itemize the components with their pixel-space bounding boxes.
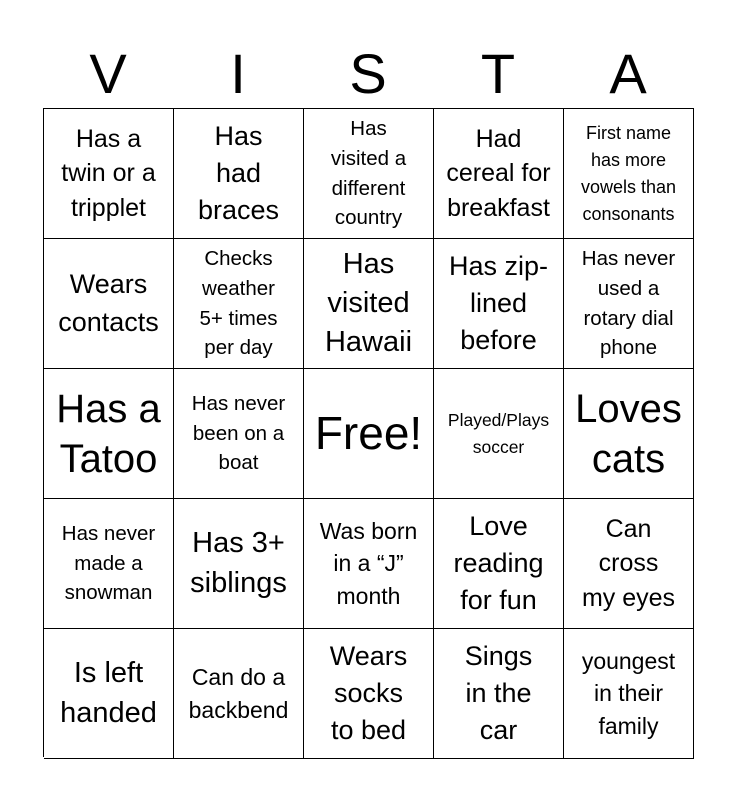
cell-text: Played/Plays soccer	[447, 410, 550, 457]
header-letter-a: A	[609, 42, 647, 105]
header-letter-v: V	[89, 42, 127, 105]
bingo-cell-r3-c4[interactable]	[434, 369, 564, 499]
bingo-cell-r2-c4[interactable]	[434, 239, 564, 369]
cell-text: Is left handed	[60, 657, 157, 729]
cell-text: Has never made a snowman	[61, 521, 156, 605]
cell-text: Sings in the car	[464, 640, 533, 746]
bingo-cell-r5-c3[interactable]	[304, 629, 434, 759]
bingo-cell-r2-c3[interactable]	[304, 239, 434, 369]
bingo-cell-r1-c3[interactable]	[304, 109, 434, 239]
bingo-cell-r5-c1[interactable]	[44, 629, 174, 759]
bingo-cell-r3-c1[interactable]	[44, 369, 174, 499]
bingo-cell-r5-c2[interactable]	[174, 629, 304, 759]
bingo-cell-r3-c3-free[interactable]	[304, 369, 434, 499]
cell-text: Has visited a different country	[330, 117, 407, 230]
cell-text: youngest in their family	[581, 647, 676, 739]
cell-text: Has 3+ siblings	[190, 527, 287, 599]
cell-text: Can do a backbend	[188, 663, 289, 723]
header-letter-s: S	[349, 42, 387, 105]
cell-text: Had cereal for breakfast	[446, 124, 551, 222]
cell-text: Love reading for fun	[453, 510, 544, 616]
cell-text: Has never used a rotary dial phone	[581, 247, 676, 360]
cell-text: Was born in a “J” month	[319, 517, 418, 609]
bingo-cell-r2-c1[interactable]	[44, 239, 174, 369]
bingo-cell-r1-c5[interactable]	[564, 109, 694, 239]
bingo-cell-r3-c5[interactable]	[564, 369, 694, 499]
cell-text: First name has more vowels than consonants	[580, 122, 677, 224]
bingo-cell-r3-c2[interactable]	[174, 369, 304, 499]
header-letter-i: I	[230, 42, 246, 105]
cell-text: Checks weather 5+ times per day	[199, 247, 278, 360]
bingo-grid	[43, 108, 694, 757]
bingo-cell-r4-c4[interactable]	[434, 499, 564, 629]
bingo-cell-r5-c5[interactable]	[564, 629, 694, 759]
header-letter-t: T	[480, 42, 516, 105]
bingo-header	[43, 40, 693, 108]
cell-text: Wears socks to bed	[329, 640, 408, 746]
bingo-cell-r2-c5[interactable]	[564, 239, 694, 369]
cell-text: Has a twin or a tripplet	[61, 124, 156, 222]
cell-text: Wears contacts	[58, 269, 159, 337]
bingo-cell-r4-c1[interactable]	[44, 499, 174, 629]
bingo-cell-r4-c2[interactable]	[174, 499, 304, 629]
bingo-cell-r2-c2[interactable]	[174, 239, 304, 369]
bingo-cell-r4-c5[interactable]	[564, 499, 694, 629]
cell-text: Can cross my eyes	[581, 514, 676, 612]
cell-text: Loves cats	[575, 386, 682, 481]
cell-text: Has zip- lined before	[448, 250, 549, 356]
bingo-cell-r4-c3[interactable]	[304, 499, 434, 629]
cell-text: Has visited Hawaii	[324, 247, 413, 359]
cell-text: Has had braces	[197, 120, 280, 226]
bingo-cell-r1-c2[interactable]	[174, 109, 304, 239]
cell-text: Has a Tatoo	[56, 386, 161, 481]
bingo-cell-r5-c4[interactable]	[434, 629, 564, 759]
bingo-cell-r1-c1[interactable]	[44, 109, 174, 239]
cell-text: Has never been on a boat	[191, 391, 286, 475]
free-space-text: Free!	[314, 406, 423, 459]
bingo-cell-r1-c4[interactable]	[434, 109, 564, 239]
